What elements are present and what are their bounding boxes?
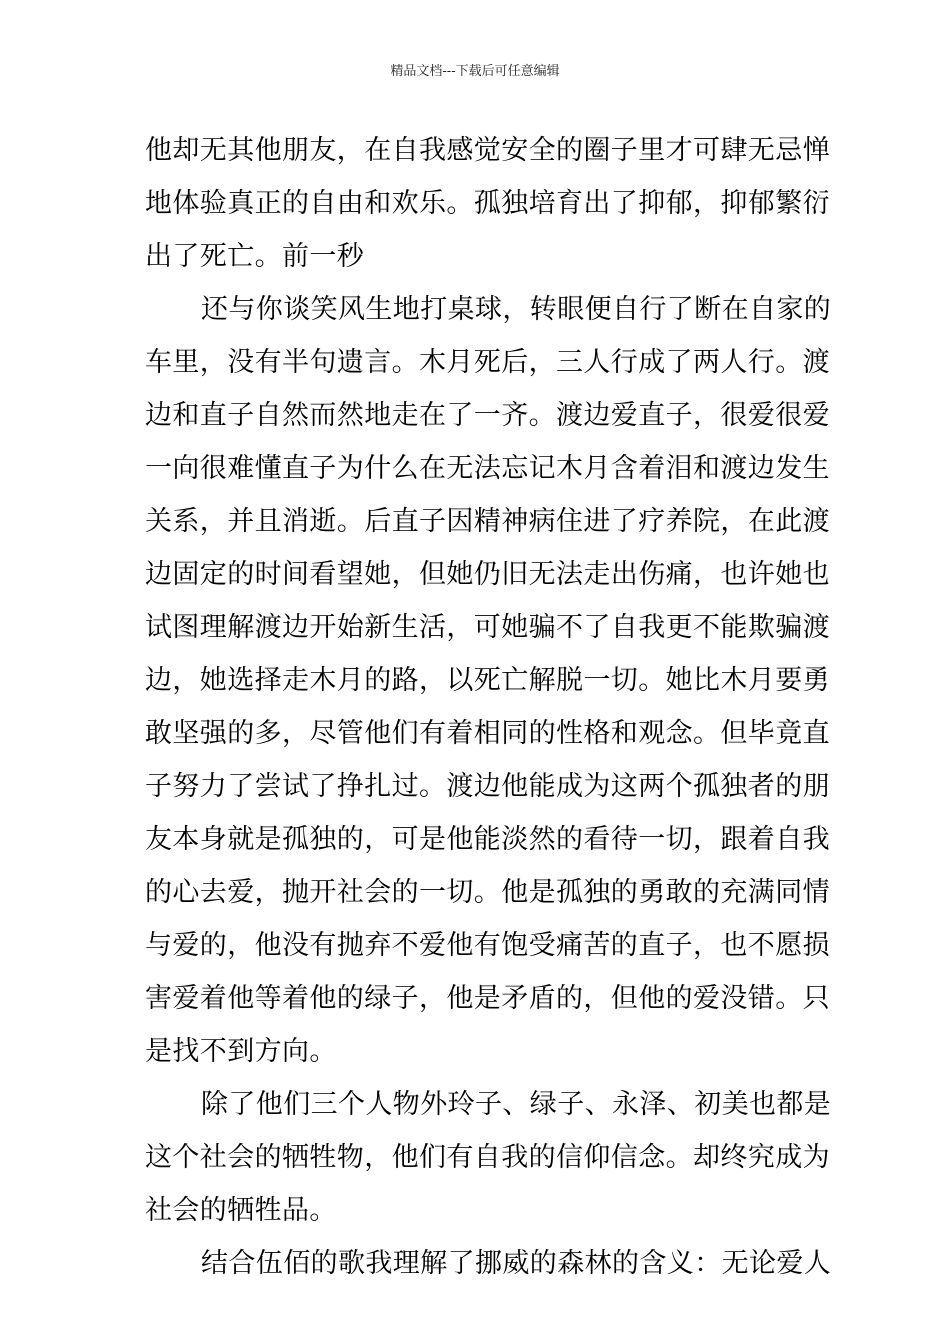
- text-line: 一向很难懂直子为什么在无法忘记木月含着泪和渡边发生: [145, 453, 830, 484]
- text-line: 敢坚强的多，尽管他们有着相同的性格和观念。但毕竟直: [145, 718, 830, 749]
- text-line: 出了死亡。前一秒: [145, 241, 365, 272]
- text-line: 关系，并且消逝。后直子因精神病住进了疗养院，在此渡: [145, 506, 830, 537]
- paragraph-start-line: 除了他们三个人物外玲子、绿子、永泽、初美也都是: [201, 1089, 832, 1120]
- text-line: 边固定的时间看望她，但她仍旧无法走出伤痛，也许她也: [145, 559, 830, 590]
- text-line: 的心去爱，抛开社会的一切。他是孤独的勇敢的充满同情: [145, 877, 830, 908]
- text-line: 边，她选择走木月的路，以死亡解脱一切。她比木月要勇: [145, 665, 830, 696]
- text-line: 地体验真正的自由和欢乐。孤独培育出了抑郁，抑郁繁衍: [145, 188, 830, 219]
- paragraph-start-line: 结合伍佰的歌我理解了挪威的森林的含义：无论爱人: [201, 1248, 832, 1279]
- text-line: 边和直子自然而然地走在了一齐。渡边爱直子，很爱很爱: [145, 400, 830, 431]
- text-line: 是找不到方向。: [145, 1036, 337, 1067]
- text-line: 他却无其他朋友，在自我感觉安全的圈子里才可肆无忌惮: [145, 135, 830, 166]
- body-text: [145, 124, 832, 1290]
- text-line: 车里，没有半句遗言。木月死后，三人行成了两人行。渡: [145, 347, 830, 378]
- text-line: 这个社会的牺牲物，他们有自我的信仰信念。却终究成为: [145, 1142, 830, 1173]
- text-line: 友本身就是孤独的，可是他能淡然的看待一切，跟着自我: [145, 824, 830, 855]
- page-header: 精品文档---下载后可任意编辑: [390, 64, 560, 79]
- text-line: 子努力了尝试了挣扎过。渡边他能成为这两个孤独者的朋: [145, 771, 830, 802]
- paragraph-start-line: 还与你谈笑风生地打桌球，转眼便自行了断在自家的: [201, 294, 832, 325]
- text-line: 与爱的，他没有抛弃不爱他有饱受痛苦的直子，也不愿损: [145, 930, 830, 961]
- text-line: 害爱着他等着他的绿子，他是矛盾的，但他的爱没错。只: [145, 983, 830, 1014]
- text-line: 社会的牺牲品。: [145, 1195, 337, 1226]
- text-line: 试图理解渡边开始新生活，可她骗不了自我更不能欺骗渡: [145, 612, 830, 643]
